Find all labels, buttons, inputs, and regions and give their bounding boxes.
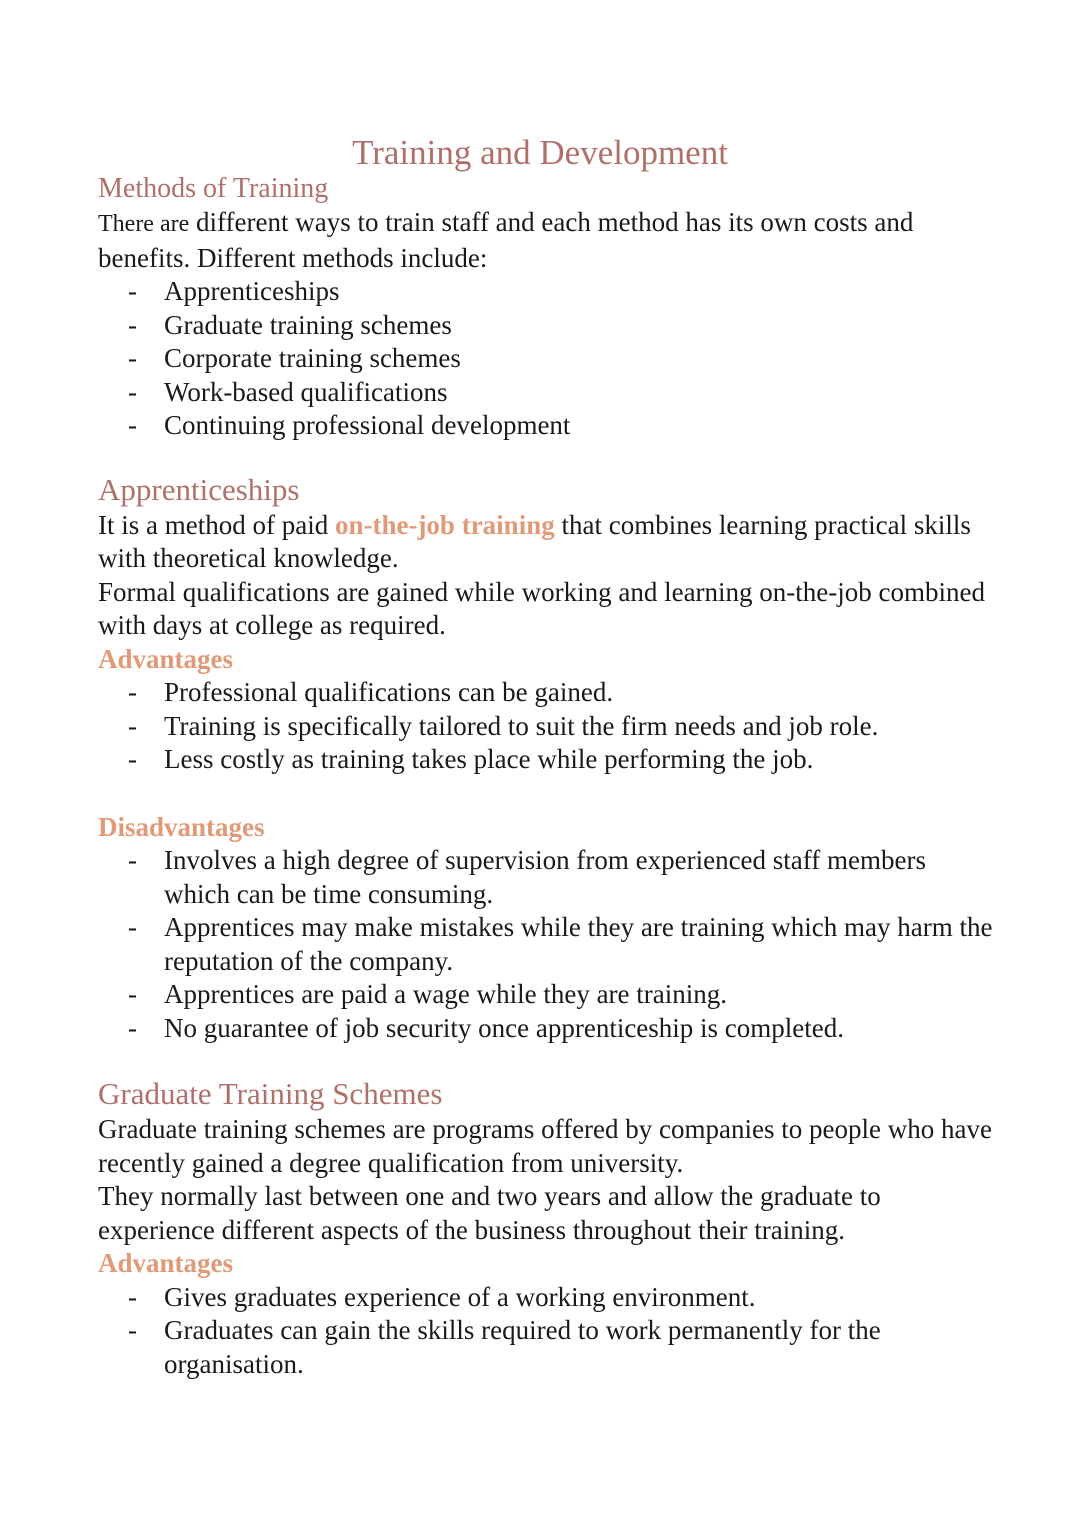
list-item-text: Gives graduates experience of a working environment. <box>164 1281 756 1312</box>
list-item <box>98 676 998 710</box>
list-item-text: Apprenticeships <box>164 276 340 306</box>
bullet-dash: - <box>128 343 137 373</box>
bullet-dash: - <box>128 744 137 774</box>
apprenticeships-heading: Apprenticeships <box>98 471 300 507</box>
bullet-dash: - <box>128 677 137 707</box>
list-item-text: Corporate training schemes <box>164 343 461 373</box>
section-spacer <box>98 1045 998 1075</box>
list-item <box>98 409 998 443</box>
list-item-text: Apprentices may make mistakes while they are training which may harm the reputation of the company. <box>164 912 993 976</box>
bullet-dash: - <box>128 410 137 440</box>
list-item <box>98 1281 998 1315</box>
section-spacer <box>98 443 998 471</box>
apprenticeships-paragraph-1 <box>98 509 998 576</box>
paragraph-text: It is a method of paid <box>98 509 335 540</box>
highlight-term: on-the-job training <box>334 509 555 540</box>
bullet-dash: - <box>128 710 137 741</box>
section-spacer <box>98 777 998 811</box>
apprenticeships-advantages-list <box>98 676 998 777</box>
bullet-dash: - <box>128 276 137 306</box>
list-item-text: Professional qualifications can be gained. <box>164 677 614 707</box>
methods-intro <box>98 206 998 275</box>
graduate-advantages-list <box>98 1281 998 1382</box>
list-item-text: No guarantee of job security once apprenticeship is completed. <box>164 1012 845 1043</box>
bullet-dash: - <box>128 1315 137 1345</box>
bullet-dash: - <box>128 309 137 340</box>
list-item-text: Less costly as training takes place while performing the job. <box>164 744 814 774</box>
bullet-dash: - <box>128 979 137 1009</box>
graduate-paragraph-1: Graduate training schemes are programs offered by companies to people who have recently gained a degree qualification from university. <box>98 1114 992 1178</box>
list-item-text: Work-based qualifications <box>164 376 448 407</box>
list-item <box>98 1314 998 1381</box>
list-item <box>98 1012 998 1046</box>
list-item-text: Graduate training schemes <box>164 309 452 340</box>
list-item <box>98 275 998 309</box>
list-item-text: Graduates can gain the skills required to work permanently for the organisation. <box>164 1315 881 1379</box>
list-item <box>98 376 998 410</box>
apprenticeships-disadvantages-heading: Disadvantages <box>98 811 265 842</box>
list-item <box>98 844 998 911</box>
methods-intro-rest: different ways to train staff and each method has its own costs and benefits. Different methods include: <box>98 207 914 273</box>
list-item <box>98 710 998 744</box>
list-item <box>98 309 998 343</box>
graduate-paragraph-2: They normally last between one and two years and allow the graduate to experience different aspects of the business throughout their training. <box>98 1181 881 1245</box>
bullet-dash: - <box>128 1281 137 1312</box>
list-item <box>98 743 998 777</box>
list-item <box>98 911 998 978</box>
list-item <box>98 978 998 1012</box>
graduate-heading: Graduate Training Schemes <box>98 1076 443 1111</box>
graduate-advantages-heading: Advantages <box>98 1248 234 1278</box>
apprenticeships-paragraph-2: Formal qualifications are gained while working and learning on-the-job combined with days at college as required. <box>98 576 985 640</box>
methods-heading: Methods of Training <box>98 173 329 204</box>
document-body <box>98 172 998 1381</box>
list-item <box>98 342 998 376</box>
bullet-dash: - <box>128 1012 137 1043</box>
paragraph-text: that combines learning practical skills with theoretical knowledge. <box>98 509 971 573</box>
list-item-text: Training is specifically tailored to suit the firm needs and job role. <box>164 710 879 741</box>
methods-list <box>98 275 998 443</box>
apprenticeships-disadvantages-list <box>98 844 998 1045</box>
bullet-dash: - <box>128 912 137 942</box>
page-title: Training and Development <box>352 133 728 172</box>
apprenticeships-advantages-heading: Advantages <box>98 643 234 674</box>
list-item-text: Continuing professional development <box>164 410 571 440</box>
list-item-text: Apprentices are paid a wage while they are training. <box>164 979 728 1009</box>
bullet-dash: - <box>128 845 137 875</box>
bullet-dash: - <box>128 376 137 407</box>
list-item-text: Involves a high degree of supervision from experienced staff members which can be time consuming. <box>164 845 926 909</box>
methods-intro-lead: There are <box>98 211 190 237</box>
